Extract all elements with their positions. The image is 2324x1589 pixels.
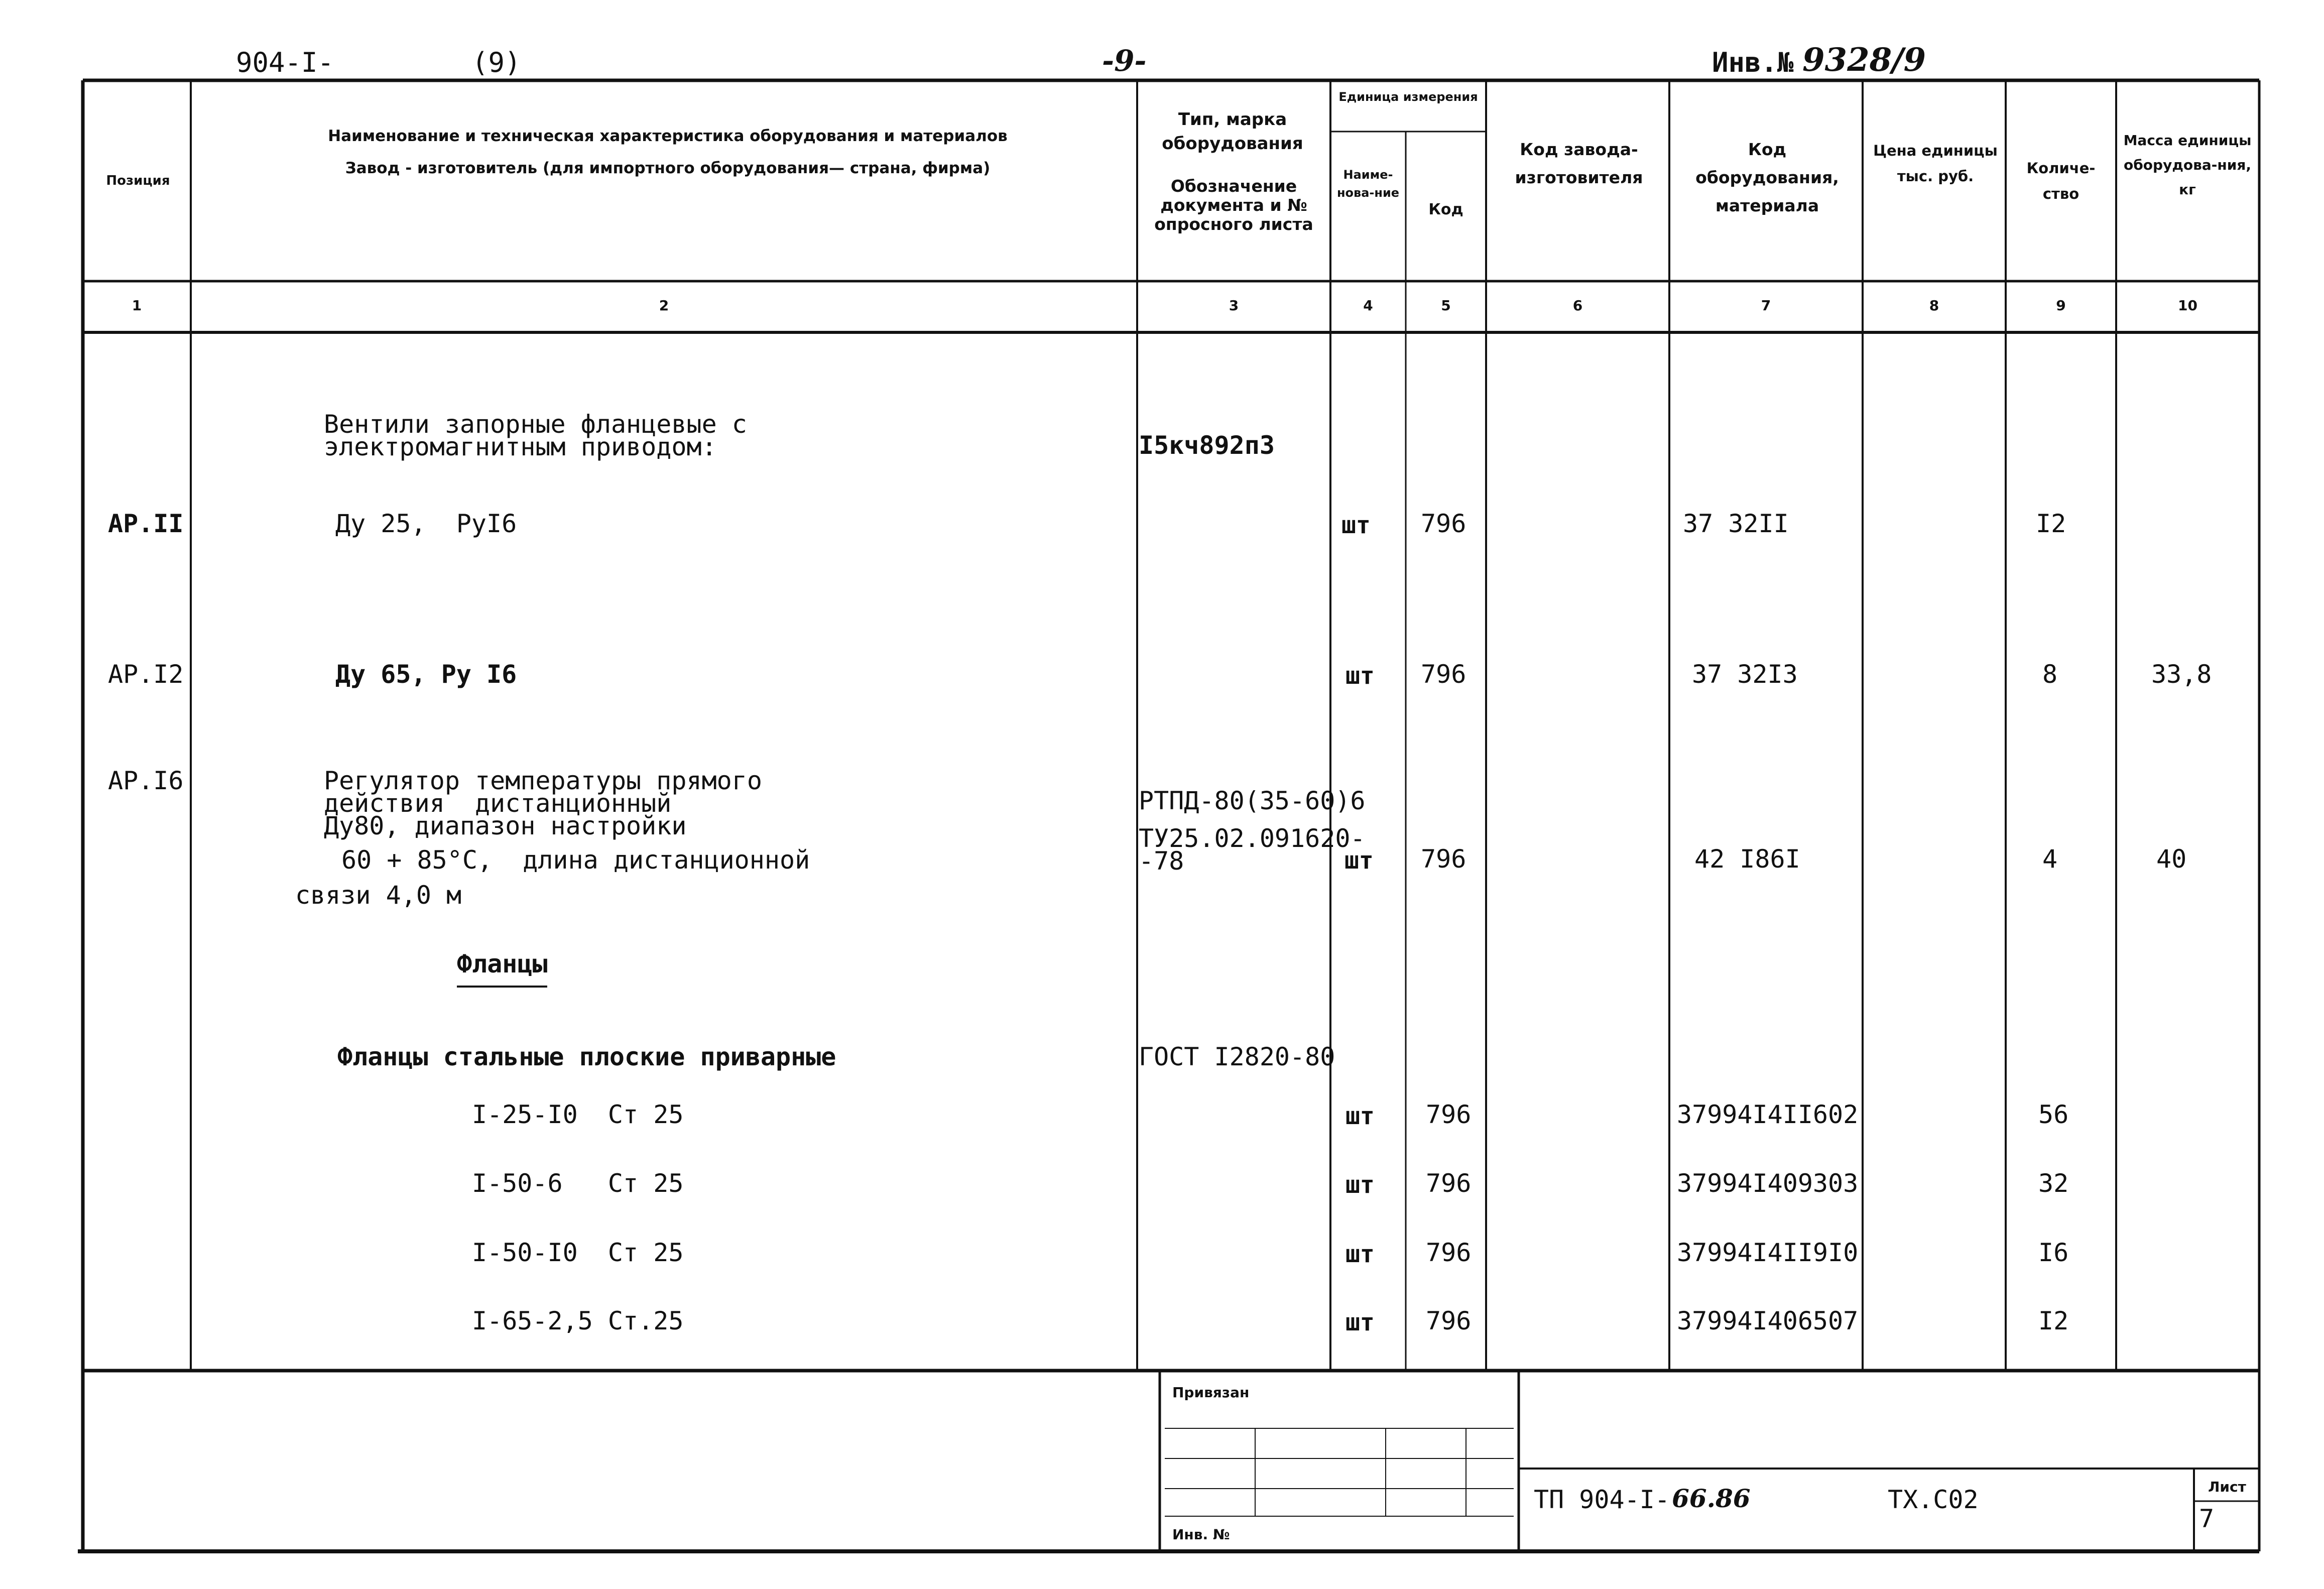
item-name-line: действия дистанционный — [324, 789, 672, 818]
item-type: РТПД-80(35-60)6 — [1139, 786, 1366, 815]
item-name-line: связи 4,0 м — [295, 881, 462, 910]
item-unit: шт — [1341, 511, 1371, 539]
item-name-line: Регулятор температуры прямого — [324, 766, 762, 795]
item-name-line: I-65-2,5 Ст.25 — [472, 1306, 684, 1335]
item-unit: шт — [1346, 1240, 1375, 1268]
stamp-inv-label: Инв. № — [1172, 1526, 1230, 1543]
inventory-number: 9328/9 — [1802, 41, 1926, 79]
item-material-code: 42 I86I — [1694, 844, 1800, 874]
item-unit: шт — [1346, 1308, 1375, 1336]
header-document: Обозначение документа и № опросного листа — [1154, 176, 1313, 234]
item-name-line: I-25-I0 Ст 25 — [472, 1100, 684, 1129]
item-unit-code: 796 — [1426, 1169, 1472, 1198]
column-number: 6 — [1572, 297, 1583, 314]
page-number: -9- — [1102, 44, 1147, 78]
stamp-document-prefix: ТП 904-I- — [1534, 1485, 1670, 1514]
header-type: Тип, марка оборудования — [1162, 109, 1303, 154]
header-unit-code: Код — [1428, 201, 1463, 218]
stamp-document-number: 66.86 — [1672, 1484, 1751, 1513]
stamp-sheet-value: 7 — [2199, 1504, 2215, 1533]
item-unit-code: 796 — [1421, 844, 1466, 874]
column-number: 7 — [1761, 297, 1771, 314]
item-name-line: электромагнитным приводом: — [324, 432, 717, 461]
series-code: 904-I- — [236, 47, 334, 78]
item-name-line: Ду80, диапазон настройки — [324, 811, 687, 840]
stamp-linked-label: Привязан — [1172, 1384, 1250, 1401]
header-unit-name: Наиме-нова-ние — [1336, 168, 1400, 200]
header-position: Позиция — [106, 173, 170, 188]
sheet-number: (9) — [472, 47, 521, 78]
item-unit-code: 796 — [1426, 1238, 1472, 1267]
item-name-line: Ду 25, РуI6 — [335, 509, 517, 538]
item-unit: шт — [1346, 1102, 1375, 1130]
section-title: Фланцы — [457, 949, 548, 979]
item-material-code: 37994I409303 — [1677, 1169, 1859, 1198]
item-name-line: Вентили запорные фланцевые с — [324, 410, 747, 439]
item-type: -78 — [1139, 846, 1184, 876]
item-name-line: Ду 65, Ру I6 — [335, 660, 517, 689]
item-quantity: 4 — [2042, 844, 2058, 874]
item-unit-code: 796 — [1426, 1100, 1472, 1129]
item-mass: 40 — [2156, 844, 2187, 874]
item-name-line: 60 + 85°С, длина дистанционной — [341, 845, 810, 875]
item-mass: 33,8 — [2151, 660, 2212, 689]
item-unit: шт — [1344, 846, 1374, 875]
header-mass: Масса единицы оборудова-ния, кг — [2123, 132, 2252, 198]
header-factory-code: Код завода-изготовителя — [1515, 140, 1643, 188]
item-type: I5кч892п3 — [1139, 431, 1275, 460]
column-number: 8 — [1929, 297, 1939, 314]
column-number: 2 — [659, 297, 669, 314]
item-quantity: I6 — [2038, 1238, 2069, 1267]
item-unit-code: 796 — [1426, 1306, 1472, 1335]
item-position: АР.I6 — [108, 766, 184, 795]
item-material-code: 37994I4II9I0 — [1677, 1238, 1859, 1267]
item-material-code: 37994I406507 — [1677, 1306, 1859, 1335]
item-quantity: 56 — [2038, 1100, 2069, 1129]
header-material-code: Код оборудования, материала — [1695, 140, 1839, 216]
item-name-line: I-50-6 Ст 25 — [472, 1169, 684, 1198]
header-unit-group: Единица измерения — [1338, 90, 1478, 104]
item-material-code: 37 32I3 — [1692, 660, 1798, 689]
item-quantity: 8 — [2042, 660, 2058, 689]
item-type: ТУ25.02.091620- — [1139, 824, 1366, 853]
column-number: 5 — [1441, 297, 1451, 314]
item-position: АР.I2 — [108, 660, 184, 689]
header-name: Наименование и техническая характеристика оборудования и материалов Завод - изготовитель (для импортного оборудования— страна, фирма) — [328, 127, 1008, 177]
column-number: 10 — [2178, 297, 2197, 314]
item-name-line: Фланцы стальные плоские приварные — [337, 1042, 836, 1071]
item-position: АР.II — [108, 509, 184, 538]
header-price: Цена единицы тыс. руб. — [1873, 142, 1998, 185]
item-quantity: I2 — [2036, 509, 2066, 538]
column-number: 3 — [1229, 297, 1239, 314]
stamp-document-code: ТХ.С02 — [1888, 1485, 1979, 1514]
stamp-sheet-label: Лист — [2208, 1479, 2246, 1495]
column-number: 4 — [1363, 297, 1373, 314]
item-material-code: 37994I4II602 — [1677, 1100, 1859, 1129]
item-unit: шт — [1346, 662, 1375, 690]
item-type: ГОСТ I2820-80 — [1139, 1042, 1335, 1071]
item-unit-code: 796 — [1421, 660, 1466, 689]
item-unit-code: 796 — [1421, 509, 1466, 538]
item-quantity: 32 — [2038, 1169, 2069, 1198]
item-name-line: I-50-I0 Ст 25 — [472, 1238, 684, 1267]
column-number: 1 — [132, 297, 142, 314]
header-quantity: Количе-ство — [2026, 160, 2096, 202]
column-number: 9 — [2056, 297, 2066, 314]
item-quantity: I2 — [2038, 1306, 2069, 1335]
item-unit: шт — [1346, 1171, 1375, 1199]
inventory-label: Инв.№ — [1712, 47, 1794, 78]
item-material-code: 37 32II — [1683, 509, 1789, 538]
